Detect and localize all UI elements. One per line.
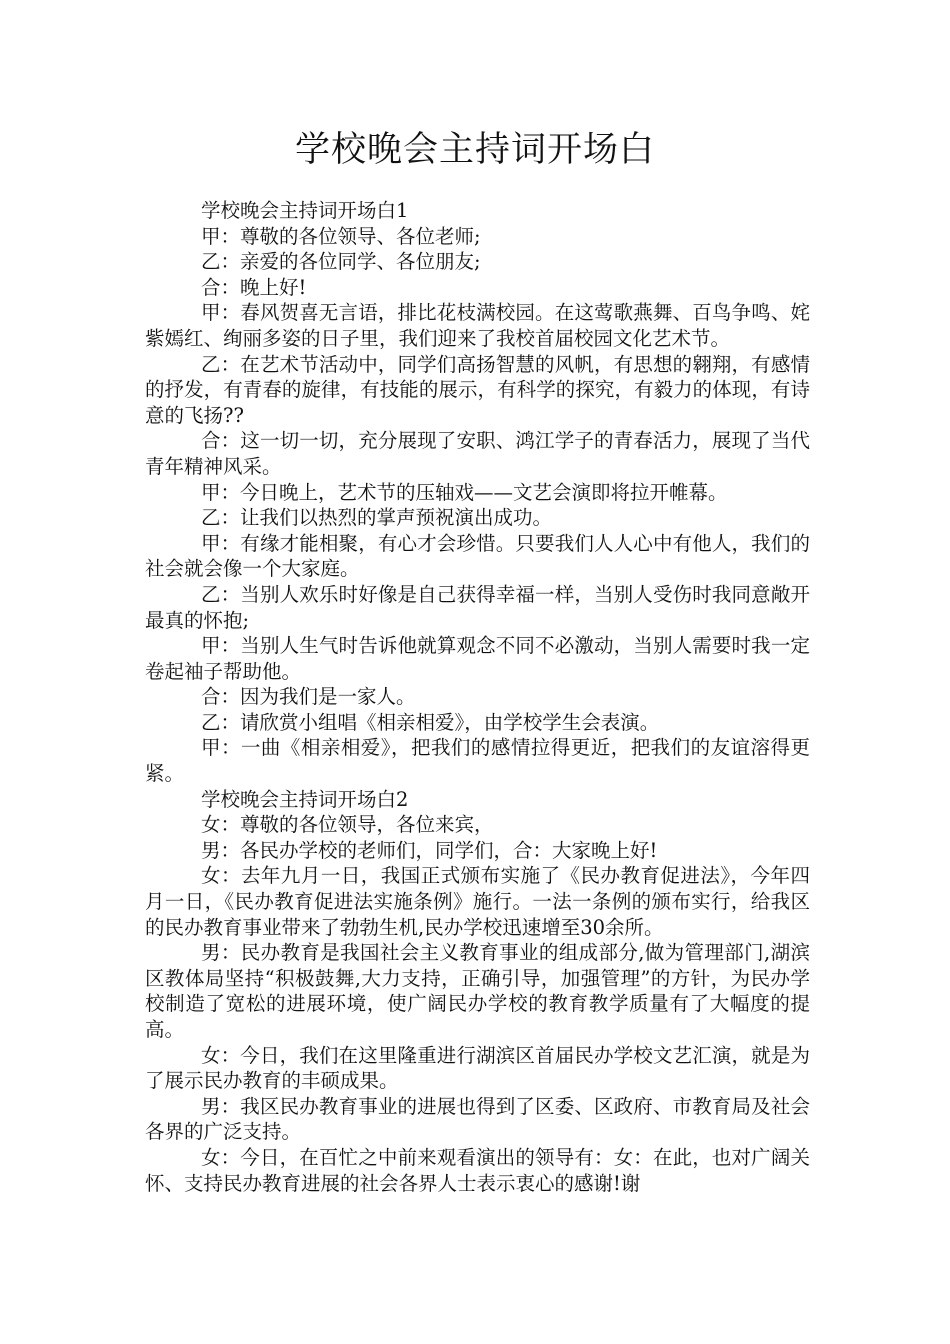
paragraph: 乙：亲爱的各位同学、各位朋友; — [201, 250, 481, 274]
paragraph: 男：我区民办教育事业的进展也得到了区委、区政府、市教育局及社会各界的广泛支持。 — [145, 1094, 810, 1144]
paragraph: 学校晚会主持词开场白1 — [201, 199, 409, 222]
paragraph: 合：晚上好! — [201, 275, 307, 299]
paragraph: 女：去年九月一日，我国正式颁布实施了《民办教育促进法》，今年四月一日，《民办教育促进法实施条例》施行。一法一条例的颁布实行，给我区的民办教育事业带来了勃勃生机,民办学校迅速增至30余所。 — [145, 864, 810, 939]
paragraph: 学校晚会主持词开场白2 — [201, 787, 409, 811]
paragraph: 甲：今日晚上，艺术节的压轴戏——文艺会演即将拉开帷幕。 — [201, 480, 728, 504]
paragraph: 合：这一切一切，充分展现了安职、鸿江学子的青春活力，展现了当代青年精神风采。 — [145, 429, 810, 478]
paragraph: 乙：当别人欢乐时好像是自己获得幸福一样，当别人受伤时我同意敞开最真的怀抱; — [145, 582, 810, 632]
paragraph: 甲：尊敬的各位领导、各位老师; — [201, 224, 481, 248]
paragraph: 甲：有缘才能相聚，有心才会珍惜。只要我们人人心中有他人，我们的社会就会像一个大家庭。 — [145, 531, 810, 581]
paragraph: 乙：请欣赏小组唱《相亲相爱》，由学校学生会表演。 — [201, 710, 660, 734]
paragraph: 甲：一曲《相亲相爱》，把我们的感情拉得更近，把我们的友谊溶得更紧。 — [145, 736, 810, 786]
paragraph: 合：因为我们是一家人。 — [201, 685, 416, 709]
document-body — [145, 198, 810, 1196]
paragraph: 甲：春风贺喜无言语，排比花枝满校园。在这莺歌燕舞、百鸟争鸣、姹紫嫣红、绚丽多姿的日子里，我们迎来了我校首届校园文化艺术节。 — [145, 301, 810, 350]
document-title: 学校晚会主持词开场白 — [294, 130, 655, 170]
paragraph: 乙：在艺术节活动中，同学们高扬智慧的风帆，有思想的翱翔，有感情的抒发，有青春的旋律，有技能的展示，有科学的探究，有毅力的体现，有诗意的飞扬?? — [145, 352, 810, 427]
paragraph: 女：今日，在百忙之中前来观看演出的领导有：女：在此，也对广阔关怀、支持民办教育进展的社会各界人士表示衷心的感谢!谢 — [145, 1145, 810, 1195]
paragraph: 甲：当别人生气时告诉他就算观念不同不必激动，当别人需要时我一定卷起袖子帮助他。 — [145, 634, 810, 683]
paragraph: 乙：让我们以热烈的掌声预祝演出成功。 — [201, 506, 553, 530]
paragraph: 女：尊敬的各位领导，各位来宾， — [201, 813, 494, 837]
paragraph: 女：今日，我们在这里隆重进行湖滨区首届民办学校文艺汇演，就是为了展示民办教育的丰硕成果。 — [145, 1043, 810, 1093]
paragraph: 男：民办教育是我国社会主义教育事业的组成部分,做为管理部门,湖滨区教体局坚持“积极鼓舞,大力支持，正确引导，加强管理”的方针，为民办学校制造了宽松的进展环境，使广阔民办学校的教育教学质量有了大幅度的提高。 — [145, 941, 810, 1041]
paragraph: 男：各民办学校的老师们，同学们，合：大家晚上好! — [201, 838, 658, 862]
